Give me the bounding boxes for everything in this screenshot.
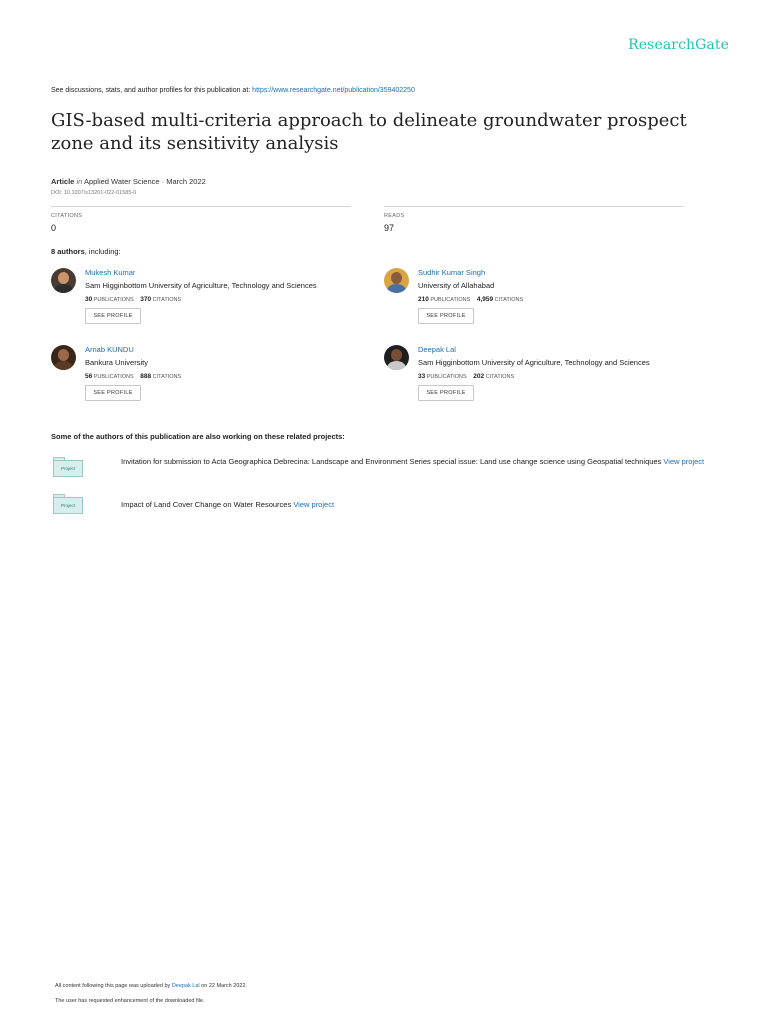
upload-note	[55, 983, 247, 989]
upload-prefix: All content following this page was uploaded by	[55, 983, 172, 989]
author-name-link[interactable]: Mukesh Kumar	[85, 268, 136, 277]
citations-value: 0	[51, 223, 57, 233]
author-institution: Sam Higginbottom University of Agriculture, Technology and Sciences	[418, 358, 650, 367]
project-item	[121, 499, 721, 512]
author-name-link[interactable]: Arnab KUNDU	[85, 345, 134, 354]
author-name-link[interactable]: Sudhir Kumar Singh	[418, 268, 486, 277]
article-type: Article	[51, 177, 75, 186]
citations-count: 370	[140, 296, 152, 303]
citations-label: CITATIONS	[152, 297, 182, 303]
upload-suffix: on 22 March 2022.	[199, 983, 248, 989]
citations-label: CITATIONS	[152, 374, 182, 380]
publications-count: 30	[85, 296, 93, 303]
project-folder-icon[interactable]	[53, 494, 83, 514]
author-stats	[85, 373, 181, 380]
author-card	[384, 345, 714, 415]
publications-count: 33	[418, 373, 426, 380]
publications-count: 210	[418, 296, 429, 303]
author-stats	[85, 296, 181, 303]
author-name-link[interactable]: Deepak Lal	[418, 345, 456, 354]
view-project-link[interactable]: View project	[663, 457, 705, 466]
publications-label: PUBLICATIONS	[426, 374, 467, 380]
citations-count: 202	[473, 373, 485, 380]
publication-url-link[interactable]: https://www.researchgate.net/publication/359402250	[252, 87, 415, 94]
project-item	[121, 456, 721, 469]
citations-count: 888	[140, 373, 152, 380]
related-projects-heading: Some of the authors of this publication are also working on these related projects:	[51, 432, 345, 441]
see-profile-button[interactable]: SEE PROFILE	[85, 385, 141, 401]
enhancement-note: The user has requested enhancement of the downloaded file.	[55, 998, 205, 1004]
discussion-text: See discussions, stats, and author profiles for this publication at:	[51, 87, 253, 94]
avatar[interactable]	[51, 345, 76, 370]
project-badge: Project	[53, 460, 83, 477]
citations-label: CITATIONS	[494, 297, 524, 303]
citations-divider	[51, 206, 351, 207]
project-title: Impact of Land Cover Change on Water Resources	[121, 500, 294, 509]
see-profile-button[interactable]: SEE PROFILE	[418, 308, 474, 324]
researchgate-logo[interactable]: ResearchGate	[628, 37, 729, 53]
reads-value: 97	[384, 223, 395, 233]
authors-count: 8 authors	[51, 247, 85, 256]
author-card	[384, 268, 714, 338]
publication-meta	[51, 177, 206, 186]
project-badge: Project	[53, 497, 83, 514]
uploader-link[interactable]: Deepak Lal	[171, 983, 200, 989]
reads-divider	[384, 206, 684, 207]
author-institution: Bankura University	[85, 358, 148, 367]
author-institution: University of Allahabad	[418, 281, 495, 290]
avatar[interactable]	[51, 268, 76, 293]
discussion-line	[51, 87, 415, 94]
publications-label: PUBLICATIONS	[430, 297, 471, 303]
project-folder-icon[interactable]	[53, 457, 83, 477]
publication-title: GIS-based multi-criteria approach to delineate groundwater prospect zone and its sensitivity analysis	[51, 110, 687, 154]
publications-label: PUBLICATIONS	[93, 297, 134, 303]
author-card	[51, 268, 381, 338]
author-institution: Sam Higginbottom University of Agriculture, Technology and Sciences	[85, 281, 317, 290]
citations-count: 4,959	[476, 296, 494, 303]
view-project-link[interactable]: View project	[293, 500, 335, 509]
journal-date: Applied Water Science · March 2022	[83, 177, 206, 186]
see-profile-button[interactable]: SEE PROFILE	[85, 308, 141, 324]
avatar[interactable]	[384, 268, 409, 293]
author-card	[51, 345, 381, 415]
author-stats	[418, 373, 514, 380]
publications-label: PUBLICATIONS	[93, 374, 134, 380]
doi: DOI: 10.1007/s13201-022-01585-0	[51, 190, 137, 196]
citations-label: CITATIONS	[485, 374, 515, 380]
meta-in: in	[76, 177, 83, 186]
authors-suffix: , including:	[84, 247, 121, 256]
reads-label: READS	[384, 213, 405, 219]
authors-heading	[51, 247, 121, 256]
author-stats	[418, 296, 523, 303]
project-title: Invitation for submission to Acta Geographica Debrecina: Landscape and Environment Series special issue: Land use change science using Geospatial techniques	[121, 457, 664, 466]
see-profile-button[interactable]: SEE PROFILE	[418, 385, 474, 401]
citations-label: CITATIONS	[51, 213, 83, 219]
publications-count: 56	[85, 373, 93, 380]
avatar[interactable]	[384, 345, 409, 370]
